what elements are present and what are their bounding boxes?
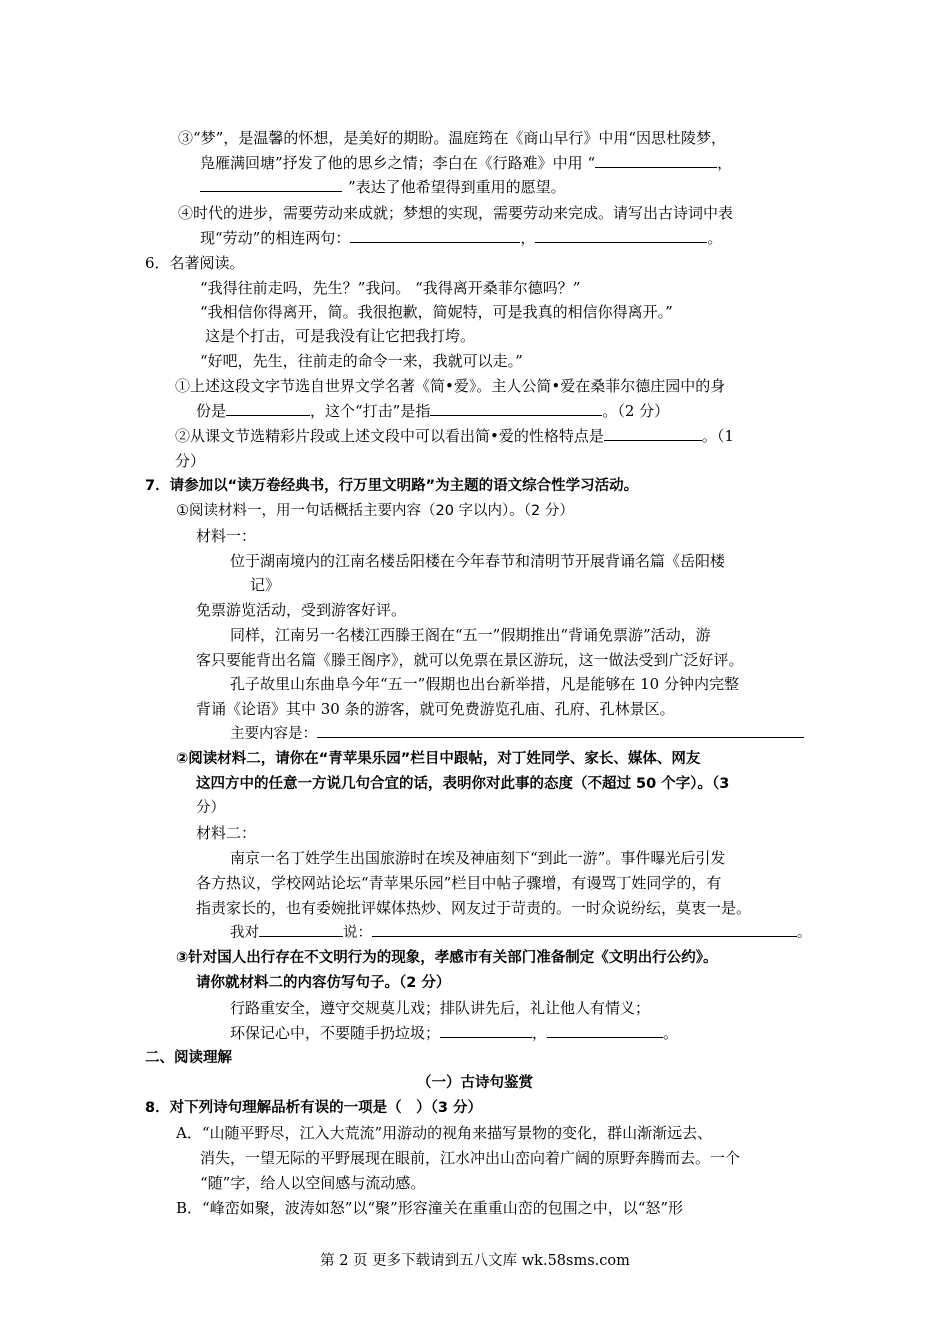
page-footer: 第 2 页 更多下载请到五八文库 wk.58sms.com [320, 1253, 630, 1269]
q7-m1-answer-label: 主要内容是： [230, 726, 317, 742]
q7-example-comma: ， [532, 1024, 548, 1042]
q6-item1-text-c: 。（2 分） [602, 402, 670, 420]
q5-item3-line1: ③“梦”，是温馨的怀想，是美好的期盼。温庭筠在《商山早行》中用“因思杜陵梦， [178, 129, 727, 147]
q7-item2-line1: ②阅读材料二，请你在“青苹果乐园”栏目中跟帖，对丁姓同学、家长、媒体、网友 [176, 751, 701, 767]
q5-item4-line1: ④时代的进步，需要劳动来成就；梦想的实现，需要劳动来完成。请写出古诗词中表 [178, 204, 734, 222]
q7-example-period: 。 [663, 1024, 679, 1042]
q7-m2-line3: 指责家长的，也有委婉批评媒体热炒、网友过于苛责的。一时众说纷纭，莫衷一是。 [196, 899, 752, 917]
q7-item1: ①阅读材料一，用一句话概括主要内容（20 字以内）。（2 分） [176, 503, 574, 519]
q7-m2-line2: 各方热议，学校网站论坛“青苹果乐园”栏目中帖子骤增，有谩骂丁姓同学的，有 [196, 874, 722, 892]
q7-material1-label: 材料一： [196, 527, 257, 545]
q8-option-a-line3: “随”字，给人以空间感与流动感。 [200, 1174, 426, 1192]
q7-item2-line2: 这四方中的任意一方说几句合宜的话，表明你对此事的态度（不超过 50 个字）。（3 [196, 776, 730, 792]
q7-blank-imitate-1[interactable] [440, 1023, 532, 1038]
q5-item4-period: 。 [707, 229, 723, 247]
q7-m1-p1-line1: 位于湖南境内的江南名楼岳阳楼在今年春节和清明节开展背诵名篇《岳阳楼 [230, 552, 726, 570]
q7-m1-p1-line2: 记》 [250, 576, 281, 594]
q5-blank-2[interactable] [200, 177, 342, 192]
q6-blank-identity[interactable] [226, 401, 310, 416]
q6-item2-text-b: 。（1 [701, 427, 734, 445]
q6-item2-line2: 分） [175, 452, 206, 470]
section2-subtitle: （一）古诗句鉴赏 [417, 1075, 533, 1091]
q7-m1-answer-line [230, 723, 804, 745]
q5-blank-1[interactable] [595, 153, 717, 168]
q6-blank-character[interactable] [604, 426, 702, 441]
q7-m2-blank-say[interactable] [372, 922, 797, 937]
q6-passage-p4: “好吧，先生，往前走的命令一来，我就可以走。” [200, 352, 523, 370]
q6-item2-text-a: ②从课文节选精彩片段或上述文段中可以看出简•爱的性格特点是 [175, 427, 604, 445]
q5-item4-comma: ， [520, 229, 536, 247]
q7-example-text: 环保记心中，不要随手扔垃圾； [230, 1024, 441, 1042]
q6-item1-line1: ①上述这段文字节选自世界文学名著《简•爱》。主人公简•爱在桑菲尔德庄园中的身 [175, 377, 726, 395]
q6-passage-p3: 这是个打击，可是我没有让它把我打垮。 [205, 327, 476, 345]
q7-m2-answer-line [230, 922, 812, 944]
q7-blank-imitate-2[interactable] [547, 1023, 663, 1038]
q7-title: 7．请参加以“读万卷经典书，行万里文明路”为主题的语文综合性学习活动。 [145, 478, 639, 494]
q6-passage-p1: “我得往前走吗，先生？”我问。 “我得离开桑菲尔德吗？” [200, 279, 581, 297]
q5-comma: ， [717, 154, 733, 172]
q7-m1-p3-line2: 背诵《论语》其中 30 条的游客，就可免费游览孔庙、孔府、孔林景区。 [196, 700, 675, 718]
q5-item4-text: 现“劳动”的相连两句： [200, 229, 351, 247]
q7-m1-p2-line2: 客只要能背出名篇《滕王阁序》，就可以免票在景区游玩，这一做法受到广泛好评。 [196, 651, 744, 669]
q7-m1-answer-blank[interactable] [317, 723, 804, 738]
q7-example-line2 [230, 1022, 678, 1044]
q5-item4-line2 [200, 227, 722, 249]
q8-option-b-line1: B．“峰峦如聚，波涛如怒”以“聚”形容潼关在重重山峦的包围之中，以“怒”形 [176, 1199, 684, 1217]
q6-item1-text-b: ，这个“打击”是指 [310, 402, 431, 420]
q7-m1-p3-line1: 孔子故里山东曲阜今年“五一”假期也出台新举措，凡是能够在 10 分钟内完整 [230, 675, 739, 693]
q5-item3-end: ”表达了他希望得到重用的愿望。 [348, 178, 566, 196]
q7-m2-line1: 南京一名丁姓学生出国旅游时在埃及神庙刻下“到此一游”。事件曝光后引发 [230, 849, 726, 867]
section2-title: 二、阅读理解 [145, 1050, 232, 1066]
q6-blank-blow[interactable] [430, 401, 602, 416]
q7-m2-answer-period: 。 [797, 925, 812, 941]
q5-item3-line3 [200, 176, 566, 198]
q6-title: 6．名著阅读。 [145, 254, 245, 272]
q6-item1-text-a: 份是 [196, 402, 227, 420]
q5-item3-line2 [200, 152, 732, 174]
q7-example-line1: 行路重安全，遵守交规莫儿戏；排队讲先后，礼让他人有情义； [230, 999, 651, 1017]
q7-m1-p1-line3: 免票游览活动，受到游客好评。 [196, 601, 407, 619]
q6-item1-line2 [196, 400, 669, 422]
q8-title: 8．对下列诗句理解品析有误的一项是（ ）（3 分） [145, 1100, 482, 1116]
q5-item3-text: 凫雁满回塘”抒发了他的思乡之情；李白在《行路难》中用 “ [200, 154, 596, 172]
q7-m2-answer-label-b: 说： [343, 925, 372, 941]
q7-item2-line3: 分） [196, 800, 225, 816]
q8-option-a-line2: 消失，一望无际的平野展现在眼前，江水冲出山峦向着广阔的原野奔腾而去。一个 [200, 1149, 741, 1167]
q7-item3-line1: ③针对国人出行存在不文明行为的现象，孝感市有关部门准备制定《文明出行公约》。 [176, 950, 718, 966]
q5-blank-4[interactable] [535, 228, 707, 243]
q7-material2-label: 材料二： [196, 824, 257, 842]
q7-m2-answer-label-a: 我对 [230, 925, 259, 941]
q7-item3-line2: 请你就材料二的内容仿写句子。（2 分） [196, 975, 451, 991]
q7-m1-p2-line1: 同样，江南另一名楼江西滕王阁在“五一”假期推出“背诵免票游”活动，游 [230, 626, 711, 644]
q5-blank-3[interactable] [350, 228, 520, 243]
q6-item2-line1 [175, 425, 734, 447]
q6-passage-p2: “我相信你得离开，简。我很抱歉，简妮特，可是我真的相信你得离开。” [200, 303, 673, 321]
q8-option-a-line1: A．“山随平野尽，江入大荒流”用游动的视角来描写景物的变化，群山渐渐远去、 [176, 1124, 713, 1142]
q7-m2-blank-party[interactable] [259, 922, 343, 937]
